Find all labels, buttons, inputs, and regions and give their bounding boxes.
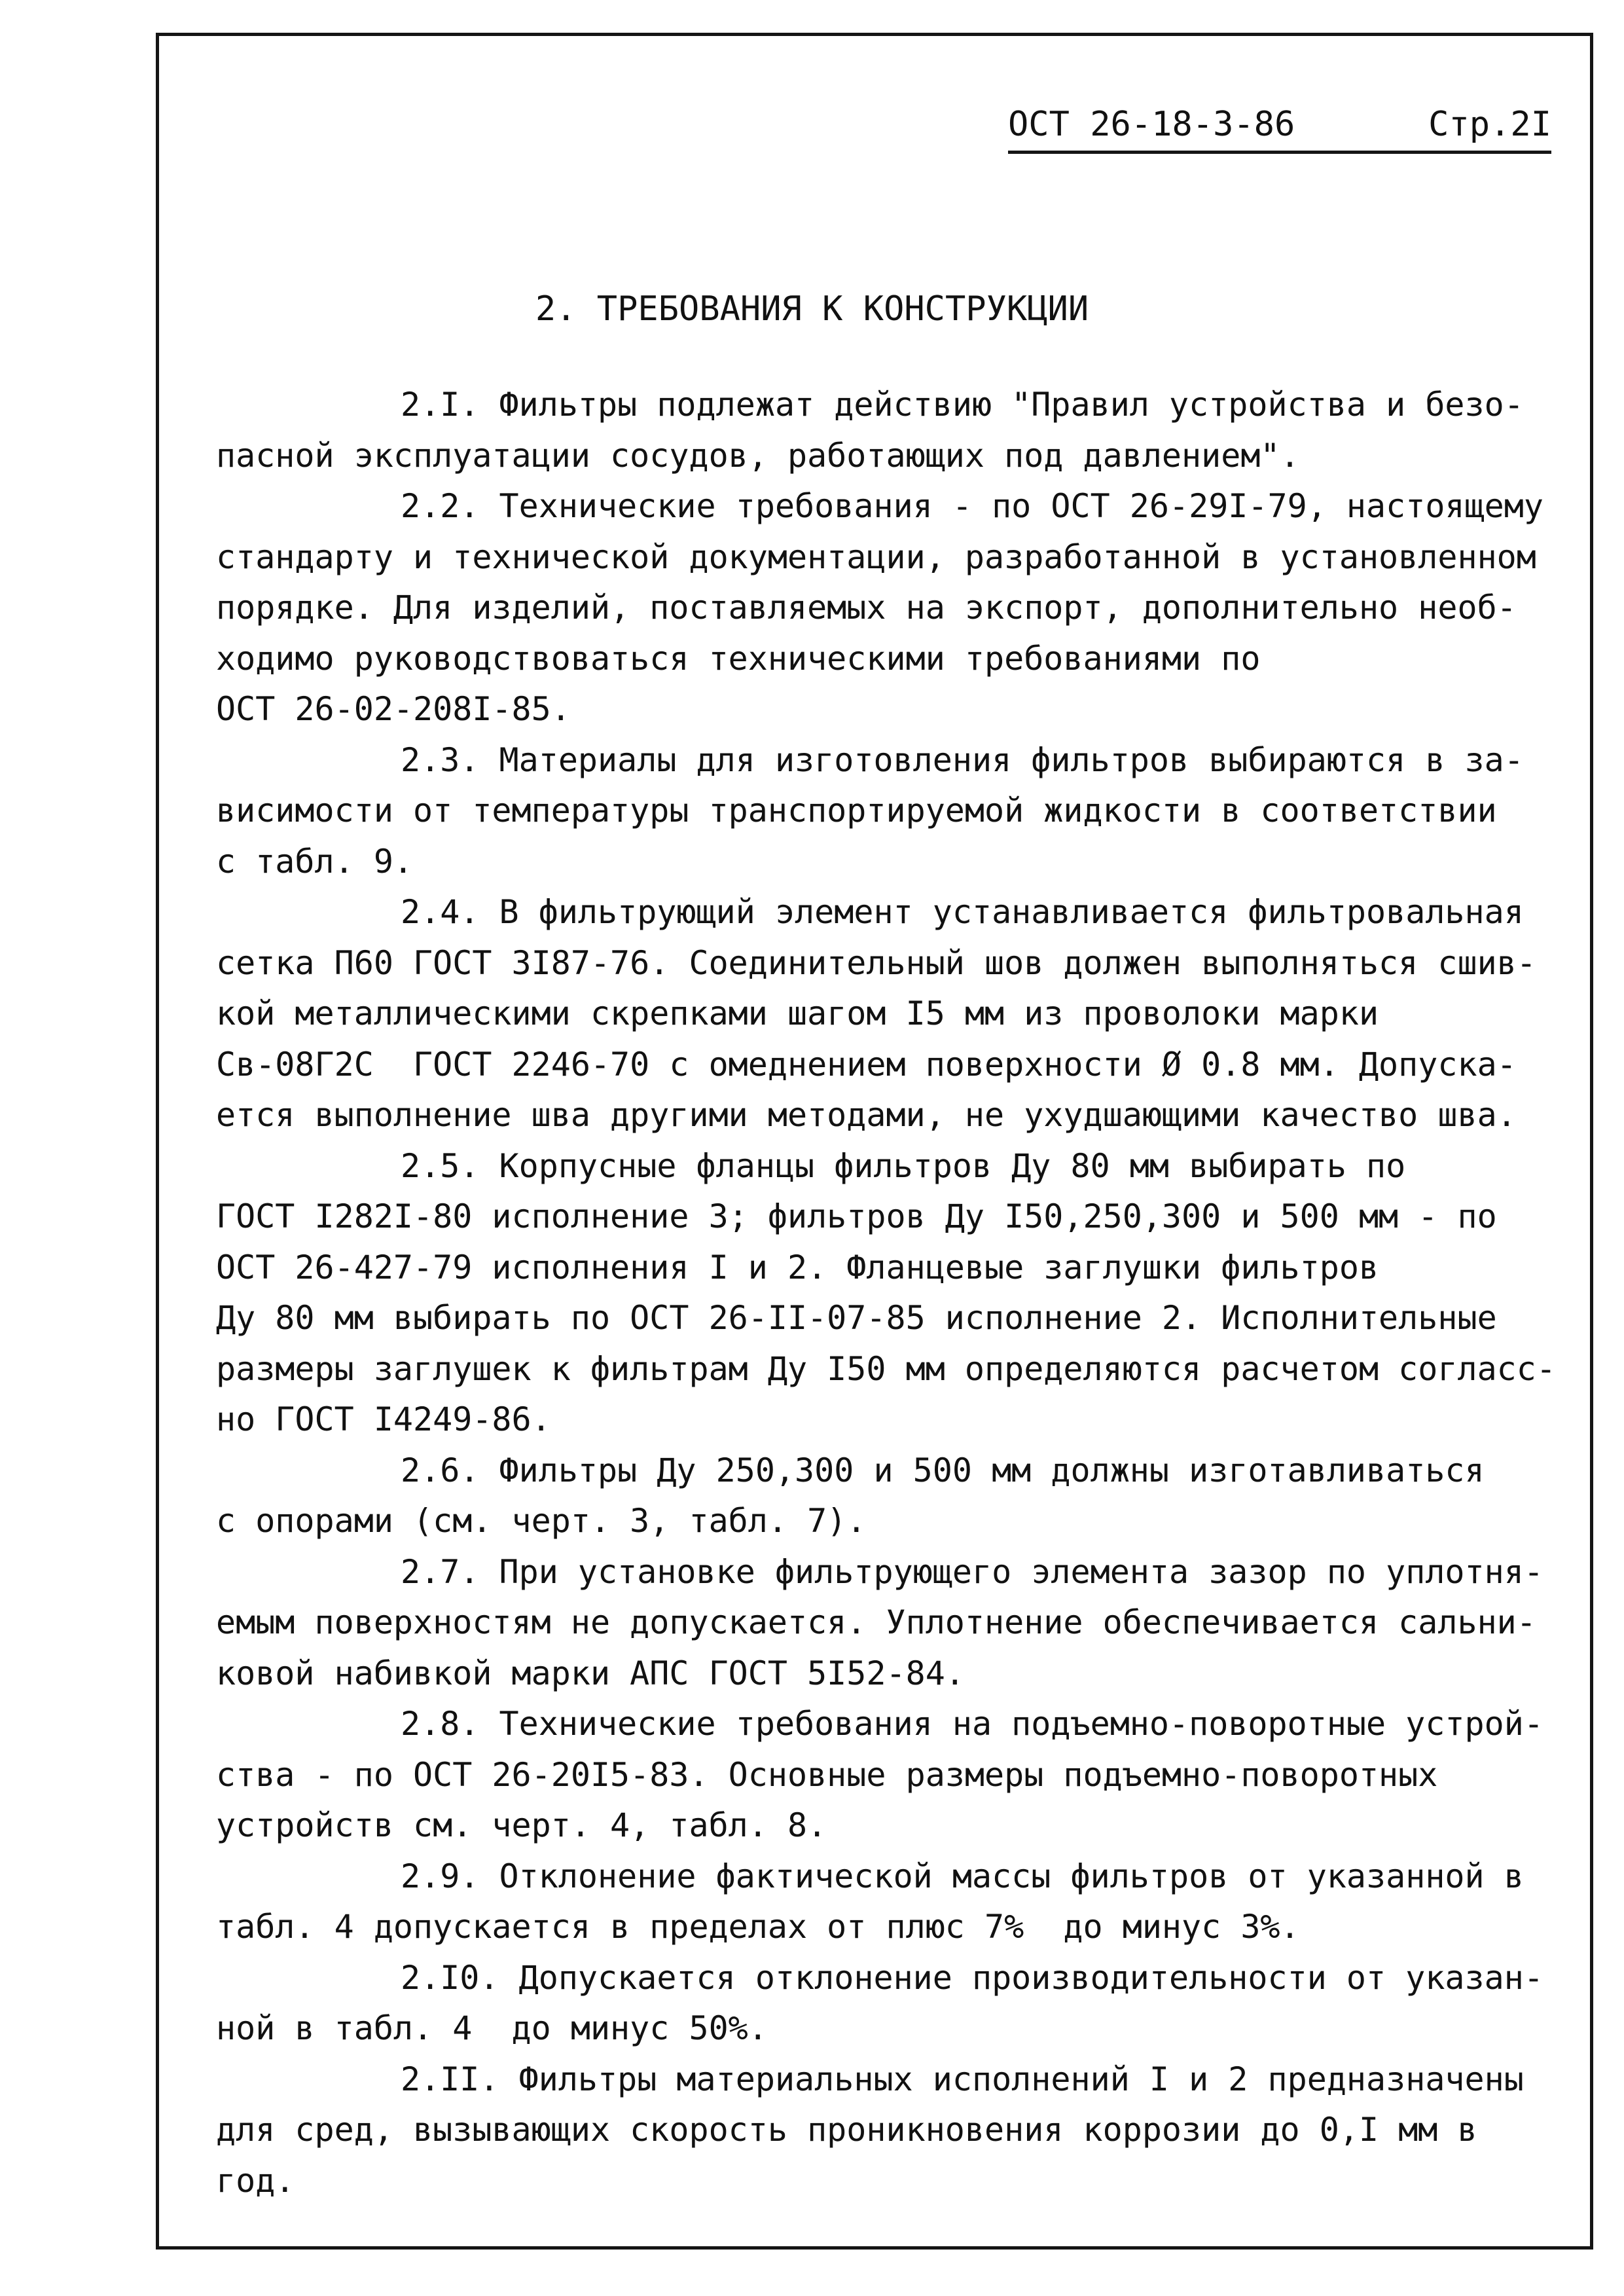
paragraph-line: для сред, вызывающих скорость проникновения коррозии до 0,I мм в: [216, 2111, 1477, 2149]
paragraph-line: порядке. Для изделий, поставляемых на экспорт, дополнительно необ-: [216, 589, 1517, 627]
paragraph-first-line: 2.5. Корпусные фланцы фильтров Ду 80 мм выбирать по: [401, 1146, 1406, 1185]
paragraph-first-line: 2.3. Материалы для изготовления фильтров выбираются в за-: [401, 740, 1524, 779]
paragraph-line: с табл. 9.: [216, 842, 414, 881]
paragraph-line: ется выполнение шва другими методами, не ухудшающими качество шва.: [216, 1096, 1517, 1134]
paragraph-line: но ГОСТ I4249-86.: [216, 1400, 551, 1438]
paragraph-line: пасной эксплуатации сосудов, работающих под давлением".: [216, 436, 1300, 475]
paragraph-line: ства - по ОСТ 26-20I5-83. Основные размеры подъемно-поворотных: [216, 1755, 1438, 1794]
paragraph-first-line: 2.7. При установке фильтрующего элемента зазор по уплотня-: [401, 1552, 1543, 1591]
paragraph-line: емым поверхностям не допускается. Уплотнение обеспечивается сальни-: [216, 1603, 1536, 1641]
paragraph-line: ковой набивкой марки АПС ГОСТ 5I52-84.: [216, 1654, 965, 1692]
paragraph-line: ходимо руководствоваться техническими требованиями по: [216, 639, 1261, 678]
paragraph-line: ОСТ 26-427-79 исполнения I и 2. Фланцевые заглушки фильтров: [216, 1248, 1379, 1286]
paragraph-first-line: 2.2. Технические требования - по ОСТ 26-29I-79, настоящему: [401, 487, 1543, 525]
paragraph-line: размеры заглушек к фильтрам Ду I50 мм определяются расчетом согласс-: [216, 1349, 1556, 1388]
paragraph-line: ной в табл. 4 до минус 50%.: [216, 2009, 768, 2047]
paragraph-first-line: 2.6. Фильтры Ду 250,300 и 500 мм должны изготавливаться: [401, 1451, 1485, 1489]
section-title: 2. ТРЕБОВАНИЯ К КОНСТРУКЦИИ: [535, 289, 1089, 329]
standard-number: ОСТ 26-18-3-86: [1008, 105, 1295, 144]
paragraph-line: с опорами (см. черт. 3, табл. 7).: [216, 1502, 867, 1540]
section-body: [216, 380, 1584, 2206]
page-number: Стр.2I: [1428, 105, 1551, 144]
paragraph-first-line: 2.9. Отклонение фактической массы фильтров от указанной в: [401, 1857, 1524, 1895]
paragraph-line: ОСТ 26-02-208I-85.: [216, 690, 571, 728]
paragraph-line: висимости от температуры транспортируемой жидкости в соответствии: [216, 792, 1497, 829]
paragraph-first-line: 2.4. В фильтрующий элемент устанавливается фильтровальная: [401, 893, 1524, 931]
paragraph-line: стандарту и технической документации, разработанной в установленном: [216, 538, 1536, 576]
paragraph-first-line: 2.I. Фильтры подлежат действию "Правил устройства и безо-: [401, 386, 1524, 424]
paragraph-line: табл. 4 допускается в пределах от плюс 7% до минус 3%.: [216, 1908, 1300, 1946]
paragraph-first-line: 2.II. Фильтры материальных исполнений I и 2 предназначены: [401, 2060, 1524, 2098]
paragraph-line: сетка П60 ГОСТ 3I87-76. Соединительный шов должен выполняться сшив-: [216, 943, 1536, 982]
page-header: [1008, 98, 1551, 154]
paragraph-line: Св-08Г2С ГОСТ 2246-70 с омеднением поверхности Ø 0.8 мм. Допуска-: [216, 1045, 1517, 1084]
paragraph-line: год.: [216, 2161, 295, 2200]
paragraph-first-line: 2.I0. Допускается отклонение производительности от указан-: [401, 1958, 1543, 1997]
paragraph-line: устройств см. черт. 4, табл. 8.: [216, 1806, 827, 1844]
paragraph-line: кой металлическими скрепками шагом I5 мм из проволоки марки: [216, 994, 1379, 1032]
paragraph-line: Ду 80 мм выбирать по ОСТ 26-II-07-85 исполнение 2. Исполнительные: [216, 1299, 1497, 1337]
paragraph-line: ГОСТ I282I-80 исполнение 3; фильтров Ду I50,250,300 и 500 мм - по: [216, 1197, 1497, 1235]
paragraph-first-line: 2.8. Технические требования на подъемно-поворотные устрой-: [401, 1705, 1543, 1743]
